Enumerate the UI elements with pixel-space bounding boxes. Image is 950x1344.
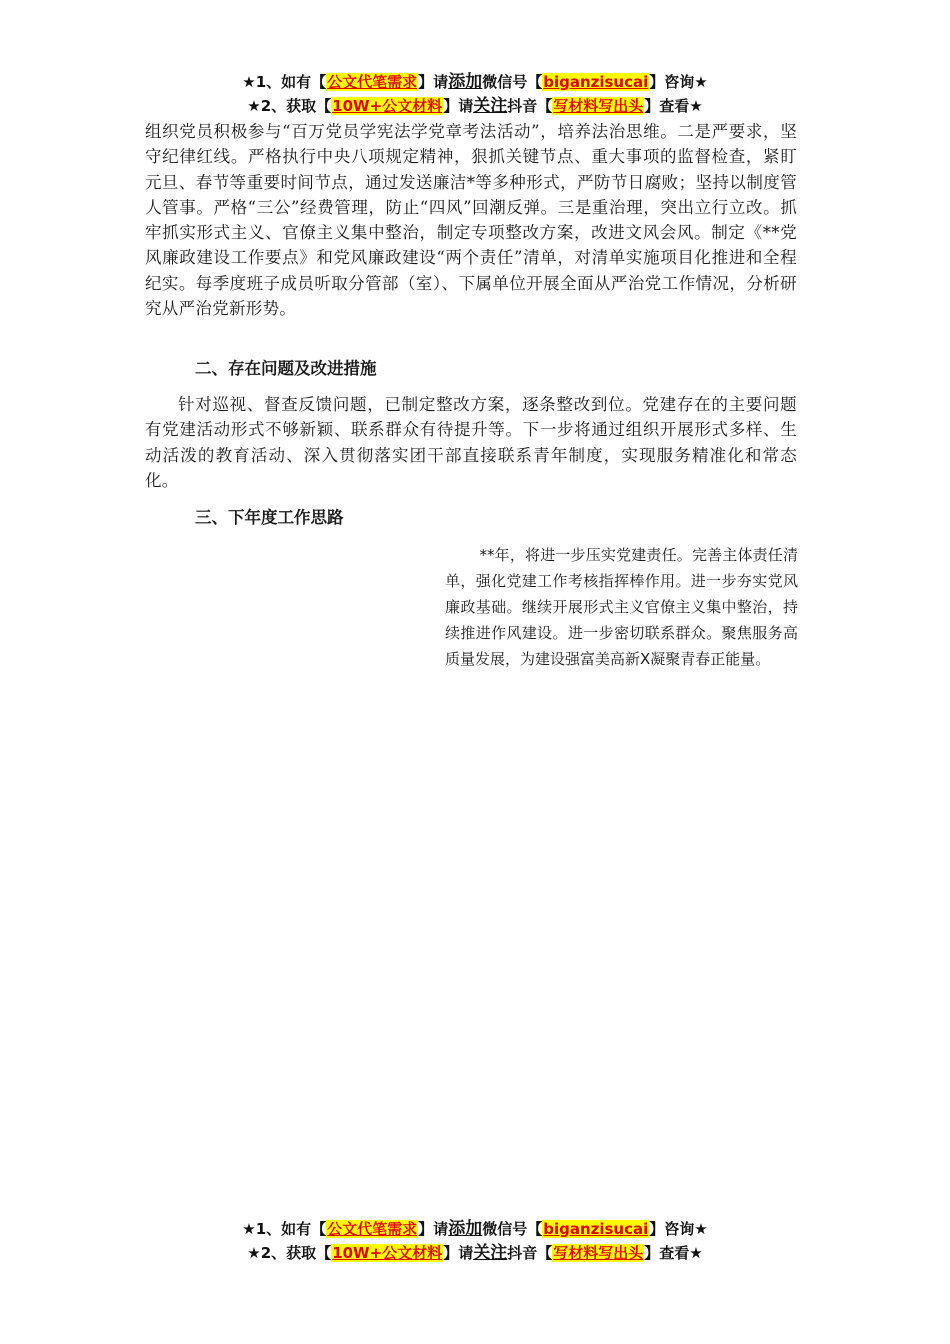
section-heading-3: 三、下年度工作思路	[195, 508, 344, 527]
promo-text: 】咨询★	[649, 73, 708, 91]
promo-banner-top	[0, 70, 950, 118]
promo-text: 抖音【	[507, 97, 553, 115]
promo-text: ★2、获取【	[247, 97, 332, 115]
promo-emphasis: 添加	[448, 1219, 483, 1239]
body-paragraph-1: 组织党员积极参与“百万党员学宪法学党章考法活动”，培养法治思维。二是严要求，坚守纪律红线。严格执行中央八项规定精神，狠抓关键节点、重大事项的监督检查，紧盯元旦、春节等重要时间节点，通过发送廉洁*等多种形式，严防节日腐败；坚持以制度管人管事。严格“三公”经费管理，防止“四风”回潮反弹。三是重治理，突出立行立改。抓牢抓实形式主义、官僚主义集中整治，制定专项整改方案，改进文风会风。制定《**党风廉政建设工作要点》和党风廉政建设“两个责任”清单，对清单实施项目化推进和全程纪实。每季度班子成员听取分管部（室）、下属单位开展全面从严治党工作情况，分析研究从严治党新形势。	[145, 122, 797, 319]
promo-emphasis: 关注	[473, 96, 508, 116]
promo-line-1	[0, 1217, 950, 1241]
promo-text: 抖音【	[507, 1244, 553, 1262]
section-heading-2: 二、存在问题及改进措施	[195, 359, 377, 378]
promo-text: 】查看★	[644, 97, 703, 115]
promo-text: 】请	[443, 97, 474, 115]
promo-text: 】咨询★	[649, 1220, 708, 1238]
promo-text: ★1、如有【	[242, 1220, 327, 1238]
promo-text: 微信号【	[482, 73, 543, 91]
promo-highlight: 10W+公文材料	[332, 97, 443, 115]
promo-text: 微信号【	[482, 1220, 543, 1238]
promo-text: 】请	[418, 1220, 449, 1238]
promo-text: 】请	[418, 73, 449, 91]
promo-emphasis: 关注	[473, 1243, 508, 1263]
promo-highlight: 10W+公文材料	[332, 1244, 443, 1262]
promo-highlight: 公文代笔需求	[327, 73, 418, 91]
promo-text: ★2、获取【	[247, 1244, 332, 1262]
promo-highlight: 公文代笔需求	[327, 1220, 418, 1238]
promo-line-1	[0, 70, 950, 94]
promo-text: 】请	[443, 1244, 474, 1262]
promo-banner-bottom	[0, 1217, 950, 1265]
promo-highlight: biganzisucai	[543, 1220, 649, 1238]
promo-text: ★1、如有【	[242, 73, 327, 91]
promo-emphasis: 添加	[448, 72, 483, 92]
body-paragraph-3: **年，将进一步压实党建责任。完善主体责任清单，强化党建工作考核指挥棒作用。进一步夯实党风廉政基础。继续开展形式主义官僚主义集中整治，持续推进作风建设。进一步密切联系群众。聚焦服务高质量发展，为建设强富美高新X凝聚青春正能量。	[445, 546, 798, 668]
body-paragraph-2: 针对巡视、督查反馈问题，已制定整改方案，逐条整改到位。党建存在的主要问题有党建活动形式不够新颖、联系群众有待提升等。下一步将通过组织开展形式多样、生动活泼的教育活动、深入贯彻落实团干部直接联系青年制度，实现服务精准化和常态化。	[145, 395, 797, 490]
promo-highlight: biganzisucai	[543, 73, 649, 91]
promo-line-2	[0, 1241, 950, 1265]
promo-line-2	[0, 94, 950, 118]
promo-highlight: 写材料写出头	[553, 97, 644, 115]
promo-text: 】查看★	[644, 1244, 703, 1262]
promo-highlight: 写材料写出头	[553, 1244, 644, 1262]
